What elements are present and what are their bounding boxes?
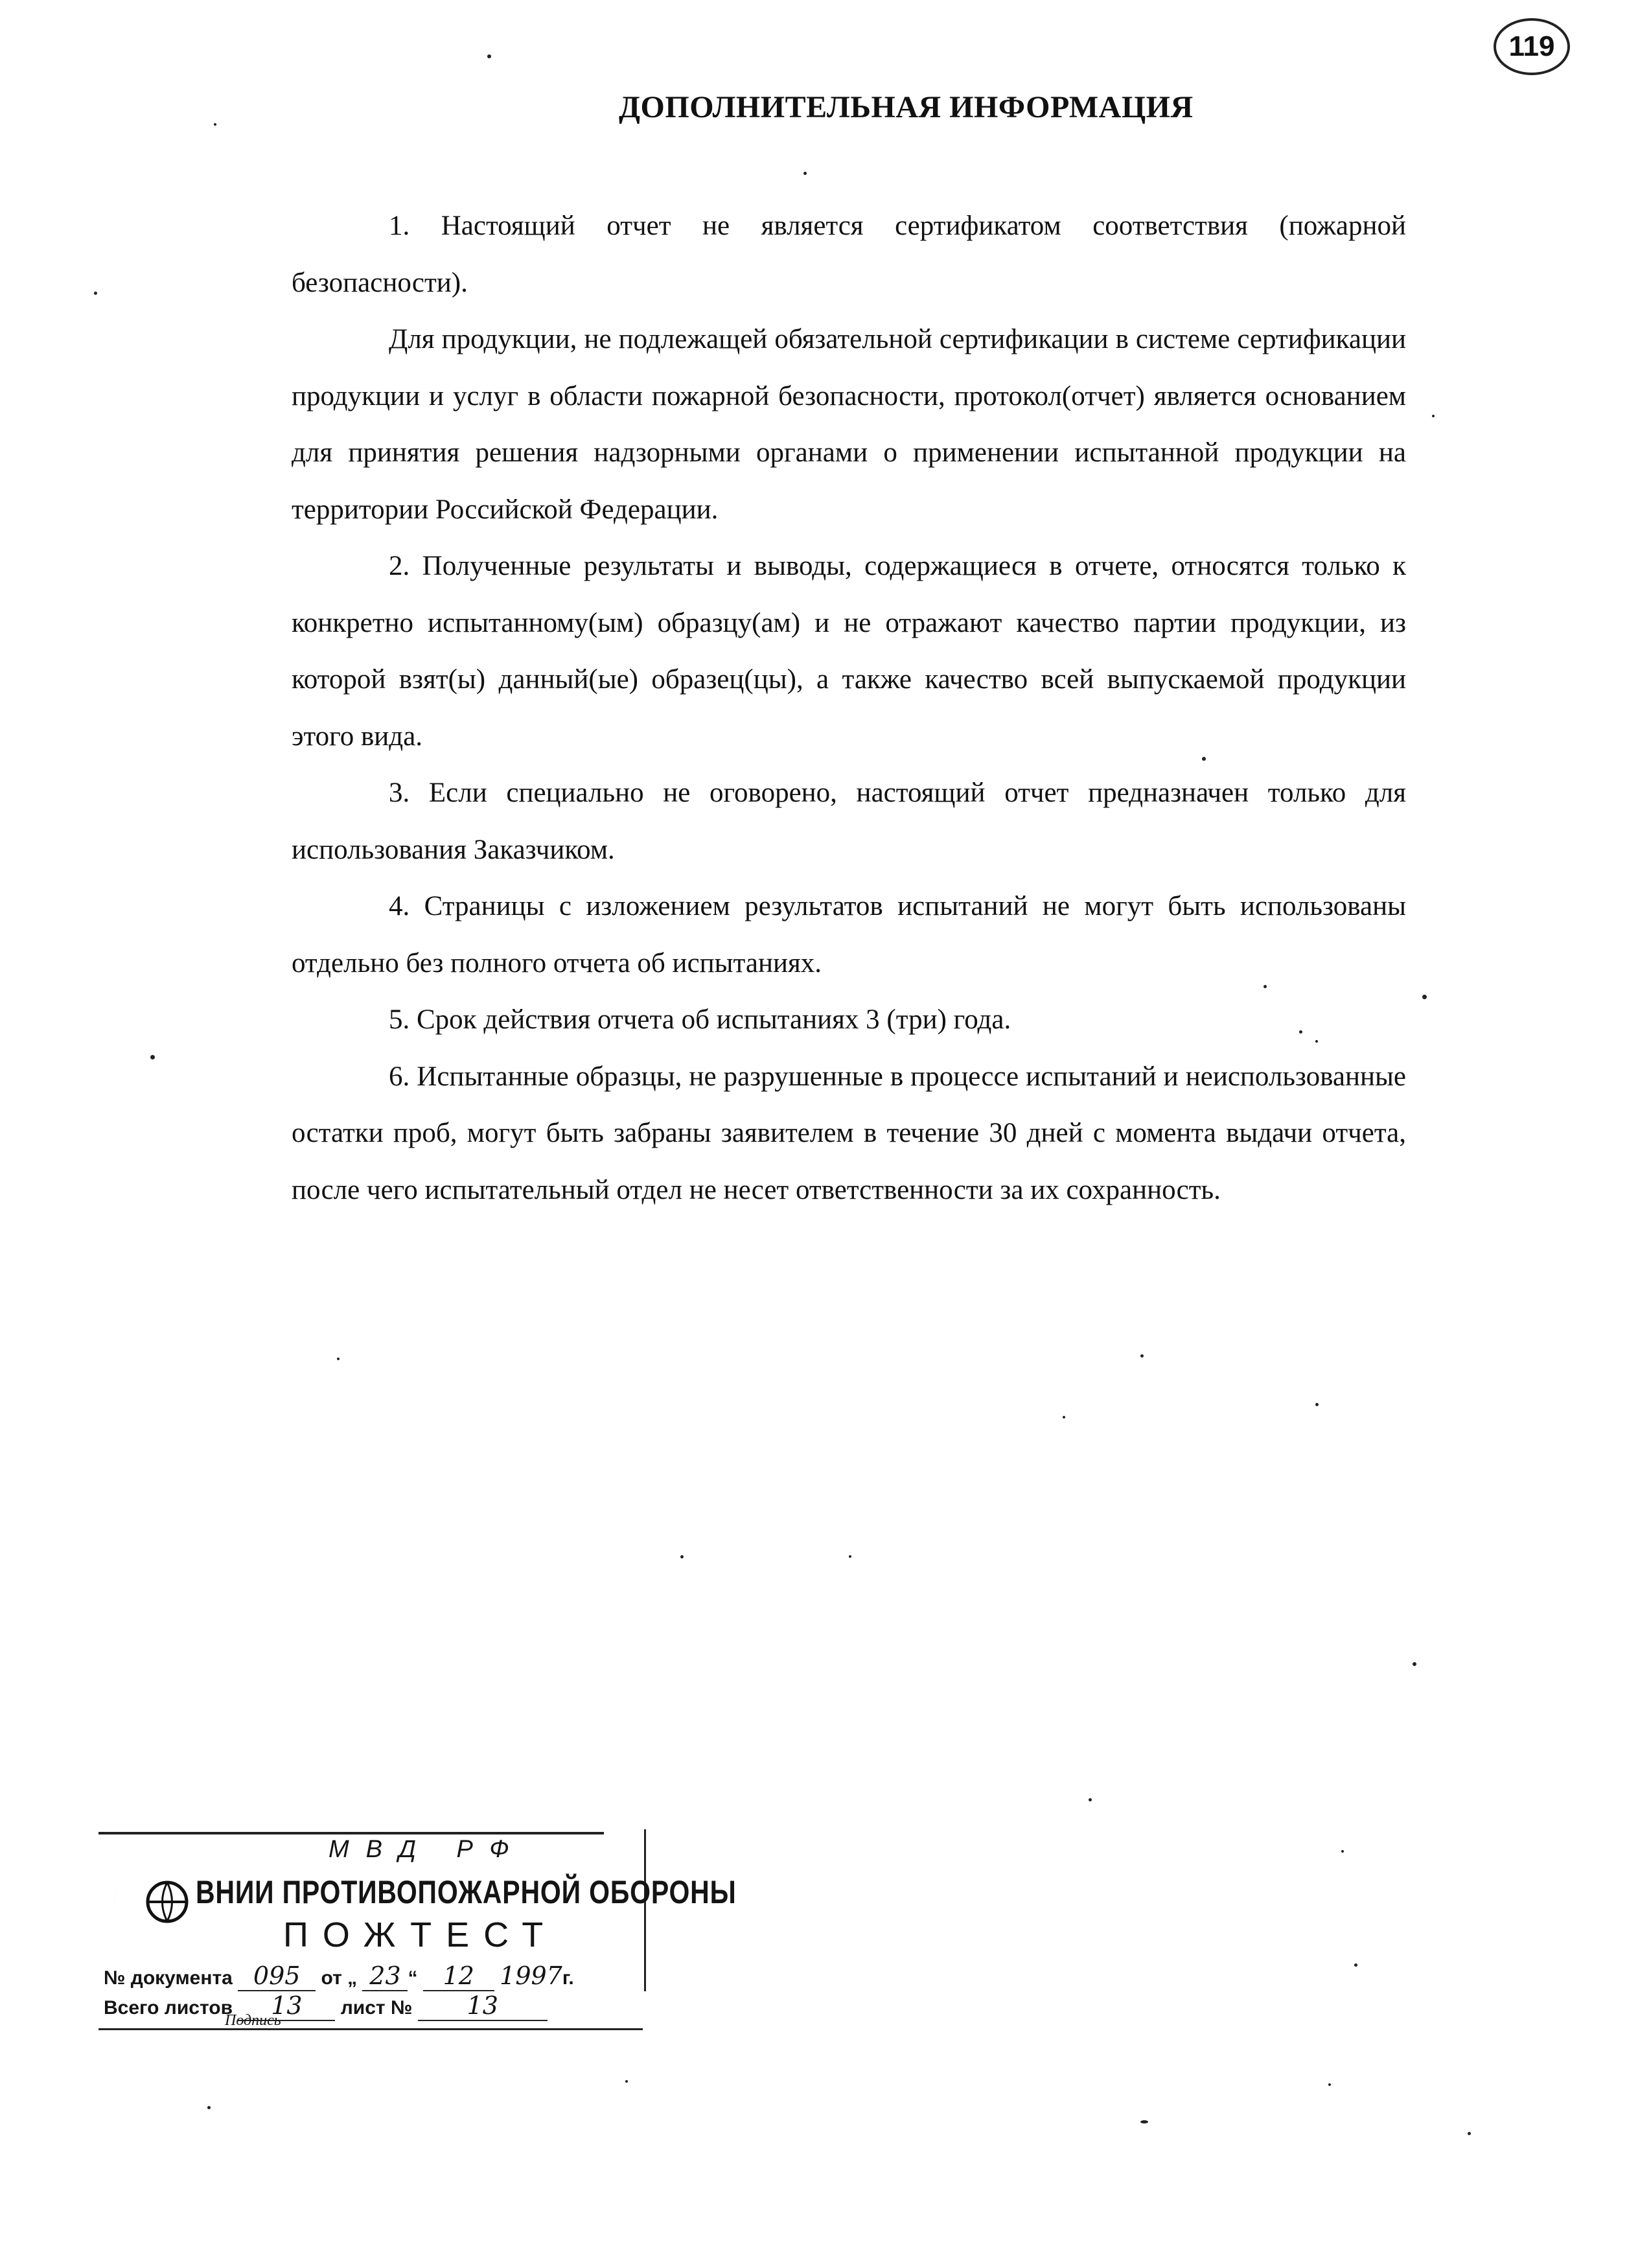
date-day-close: “	[408, 1967, 418, 1989]
paragraph-6: 6. Испытанные образцы, не разрушенные в процессе испытаний и неиспользованные остатки проб, могут быть забраны заявителем в течение 30 дней с момента выдачи отчета, после чего испытательный отдел не несет ответственности за их сохранность.	[292, 1061, 1406, 1205]
paragraph-5: 5. Срок действия отчета об испытаниях 3 (три) года.	[389, 1004, 1011, 1035]
scan-speck	[1432, 415, 1435, 417]
sheet-number-value: 13	[418, 1991, 548, 2021]
date-from-label: от „	[321, 1967, 358, 1989]
scan-speck	[1089, 1798, 1092, 1801]
paragraph-2: 2. Полученные результаты и выводы, содержащиеся в отчете, относятся только к конкретно испытанному(ым) образцу(ам) и не отражают качество партии продукции, из которой взят(ы) данный(ые) образец(цы), а также качество всей выпускаемой продукции этого вида.	[292, 551, 1406, 752]
scan-speck	[1328, 2083, 1331, 2086]
scan-speck	[487, 54, 491, 58]
doc-number-value: 095	[238, 1961, 316, 1991]
scan-speck	[1468, 2132, 1471, 2135]
scan-speck	[207, 2106, 211, 2109]
doc-number-label: № документа	[104, 1967, 233, 1989]
sheets-total-value: 13	[238, 1991, 335, 2021]
scan-speck	[1063, 1416, 1065, 1418]
scan-speck	[94, 292, 97, 295]
date-day-value: 23	[362, 1961, 408, 1991]
stamp-top-border	[98, 1832, 604, 1834]
scan-speck	[1299, 1030, 1302, 1034]
stamp-ministry: МВД РФ	[329, 1836, 526, 1863]
registration-stamp	[98, 1818, 737, 2038]
scan-speck	[1315, 1403, 1319, 1406]
stamp-organization: ВНИИ ПРОТИВОПОЖАРНОЙ ОБОРОНЫ	[196, 1874, 737, 1910]
scan-speck	[214, 123, 216, 126]
institute-emblem-icon	[102, 1863, 193, 1941]
paragraph-3: 3. Если специально не оговорено, настоящий отчет предназначен только для использования Заказчиком.	[292, 778, 1406, 865]
scan-speck	[1413, 1662, 1416, 1666]
scan-speck	[150, 1055, 155, 1059]
paragraph-4: 4. Страницы с изложением результатов испытаний не могут быть использованы отдельно без полного отчета об испытаниях.	[292, 891, 1406, 978]
scan-speck	[680, 1555, 684, 1558]
scan-speck	[803, 172, 807, 175]
paragraph-1: 1. Настоящий отчет не является сертификатом соответствия (пожарной безопасности).	[292, 211, 1406, 298]
page-number: 119	[1494, 18, 1570, 75]
document-title: ДОПОЛНИТЕЛЬНАЯ ИНФОРМАЦИЯ	[619, 90, 1194, 124]
scan-speck	[1140, 1354, 1144, 1358]
scan-speck	[849, 1555, 851, 1558]
scan-speck	[1202, 757, 1206, 761]
document-body	[292, 198, 1406, 1218]
date-year-value: 1997	[500, 1961, 562, 1990]
scan-speck	[1354, 1963, 1357, 1967]
paragraph-1-note: Для продукции, не подлежащей обязательной сертификации в системе сертификации продукции и услуг в области пожарной безопасности, протокол(отчет) является основанием для принятия решения надзорными органами о применении испытанной продукции на территории Российской Федерации.	[292, 324, 1406, 525]
stamp-document-row	[104, 1961, 574, 1991]
date-year-suffix: г.	[562, 1967, 574, 1989]
sheets-total-label: Всего листов	[104, 1997, 233, 2019]
scan-speck	[625, 2080, 628, 2083]
scan-speck	[1315, 1040, 1318, 1043]
scan-speck	[337, 1358, 340, 1360]
scan-speck	[1422, 995, 1427, 999]
date-month-value: 12	[423, 1961, 494, 1991]
sheet-number-label: лист №	[340, 1997, 413, 2019]
scan-speck	[1140, 2120, 1148, 2123]
scan-speck	[1264, 985, 1267, 988]
stamp-signature-label: Подпись	[225, 2012, 281, 2029]
stamp-name: ПОЖТЕСТ	[283, 1915, 558, 1954]
stamp-sheets-row	[104, 1991, 548, 2021]
scan-speck	[1341, 1850, 1344, 1853]
stamp-bottom-border	[98, 2028, 643, 2030]
